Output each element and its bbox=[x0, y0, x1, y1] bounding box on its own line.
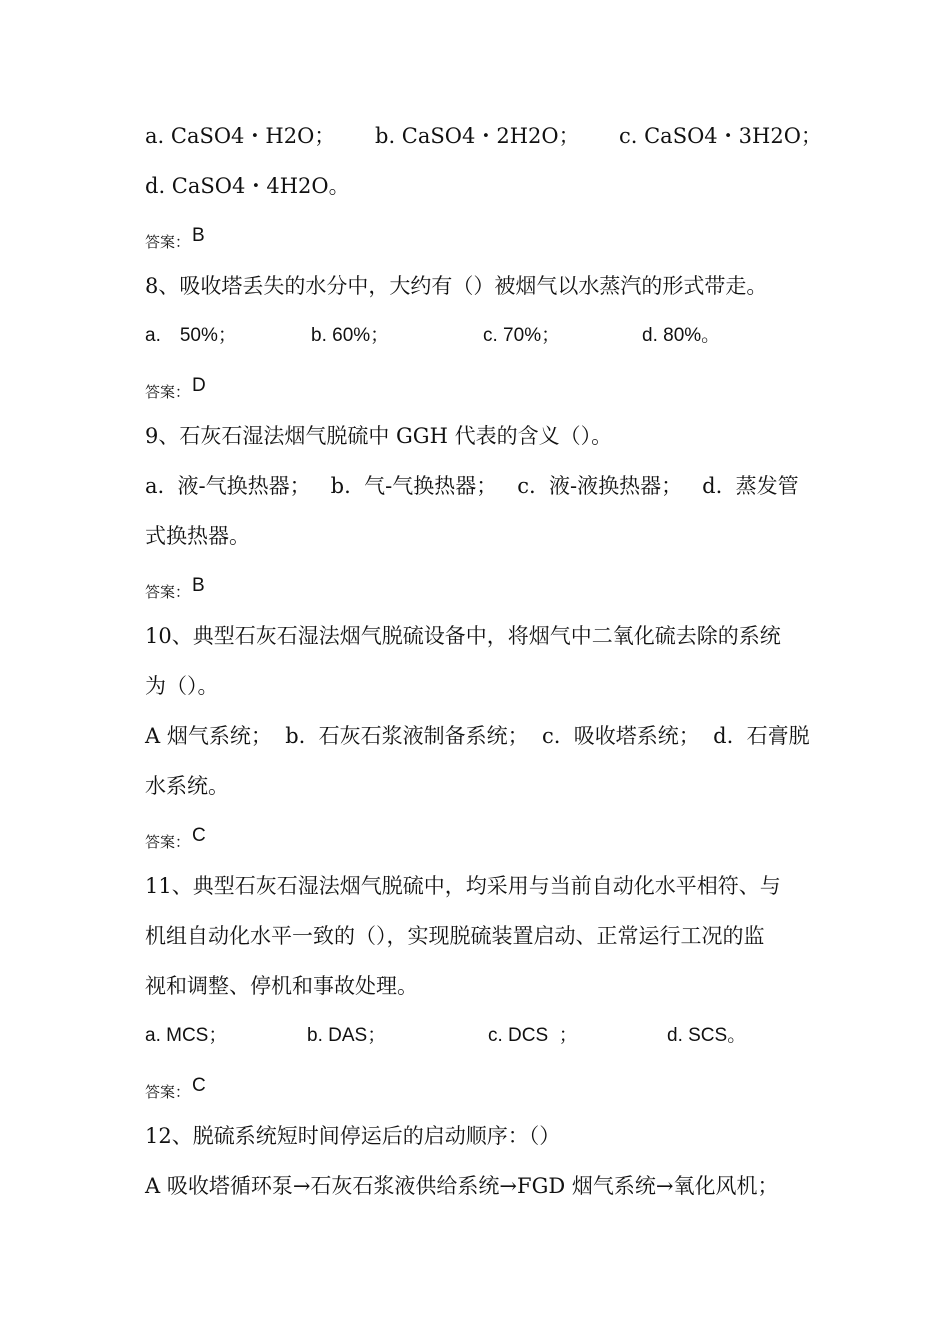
q8-question: 8、吸收塔丢失的水分中，大约有（）被烟气以水蒸汽的形式带走。 bbox=[145, 274, 768, 298]
q11-option-a: a. MCS； bbox=[145, 1025, 228, 1046]
q11-question-line2: 机组自动化水平一致的（），实现脱硫装置启动、正常运行工况的监 bbox=[145, 924, 765, 948]
answer-label: 答案： bbox=[145, 833, 191, 851]
answer-label: 答案： bbox=[145, 583, 191, 601]
q7-answer bbox=[145, 226, 205, 256]
q10-question-line1: 10、典型石灰石湿法烟气脱硫设备中，将烟气中二氧化硫去除的系统 bbox=[145, 624, 781, 648]
q8-option-c: c. 70%； bbox=[483, 325, 561, 346]
q7-option-b: b. CaSO4・2H2O； bbox=[375, 124, 580, 148]
q11-option-b: b. DAS； bbox=[307, 1025, 387, 1046]
q8-option-d: d. 80%。 bbox=[642, 325, 721, 346]
q7-option-d: d. CaSO4・4H2O。 bbox=[145, 174, 350, 198]
q9-options-line2: 式换热器。 bbox=[145, 524, 250, 548]
answer-value: D bbox=[192, 375, 206, 396]
q11-question-line3: 视和调整、停机和事故处理。 bbox=[145, 974, 418, 998]
answer-value: C bbox=[192, 825, 206, 846]
q10-question-line2: 为（）。 bbox=[145, 674, 219, 698]
q11-question-line1: 11、典型石灰石湿法烟气脱硫中，均采用与当前自动化水平相符、与 bbox=[145, 874, 781, 898]
answer-value: C bbox=[192, 1075, 206, 1096]
q8-answer bbox=[145, 376, 206, 406]
q11-option-c: c. DCS ； bbox=[488, 1025, 578, 1046]
answer-value: B bbox=[192, 575, 205, 596]
q9-answer bbox=[145, 576, 205, 606]
answer-label: 答案： bbox=[145, 1083, 191, 1101]
q12-option-a: A 吸收塔循环泵→石灰石浆液供给系统→FGD 烟气系统→氧化风机； bbox=[145, 1174, 779, 1198]
q12-question: 12、脱硫系统短时间停运后的启动顺序：（） bbox=[145, 1124, 561, 1148]
q11-option-d: d. SCS。 bbox=[667, 1025, 747, 1046]
q10-answer bbox=[145, 826, 206, 856]
answer-label: 答案： bbox=[145, 383, 191, 401]
q9-options-line1: a. 液-气换热器； b. 气-气换热器； c. 液-液换热器； d. 蒸发管 bbox=[145, 474, 799, 498]
q11-answer bbox=[145, 1076, 206, 1106]
answer-label: 答案： bbox=[145, 233, 191, 251]
q10-options-line1: A 烟气系统； b. 石灰石浆液制备系统； c. 吸收塔系统； d. 石膏脱 bbox=[145, 724, 810, 748]
q8-option-a: a. 50%； bbox=[145, 325, 237, 346]
q8-option-b: b. 60%； bbox=[311, 325, 390, 346]
q7-option-c: c. CaSO4・3H2O； bbox=[619, 124, 822, 148]
q10-options-line2: 水系统。 bbox=[145, 774, 229, 798]
answer-value: B bbox=[192, 225, 205, 246]
q9-question: 9、石灰石湿法烟气脱硫中 GGH 代表的含义（）。 bbox=[145, 424, 613, 448]
q7-option-a: a. CaSO4・H2O； bbox=[145, 124, 336, 148]
